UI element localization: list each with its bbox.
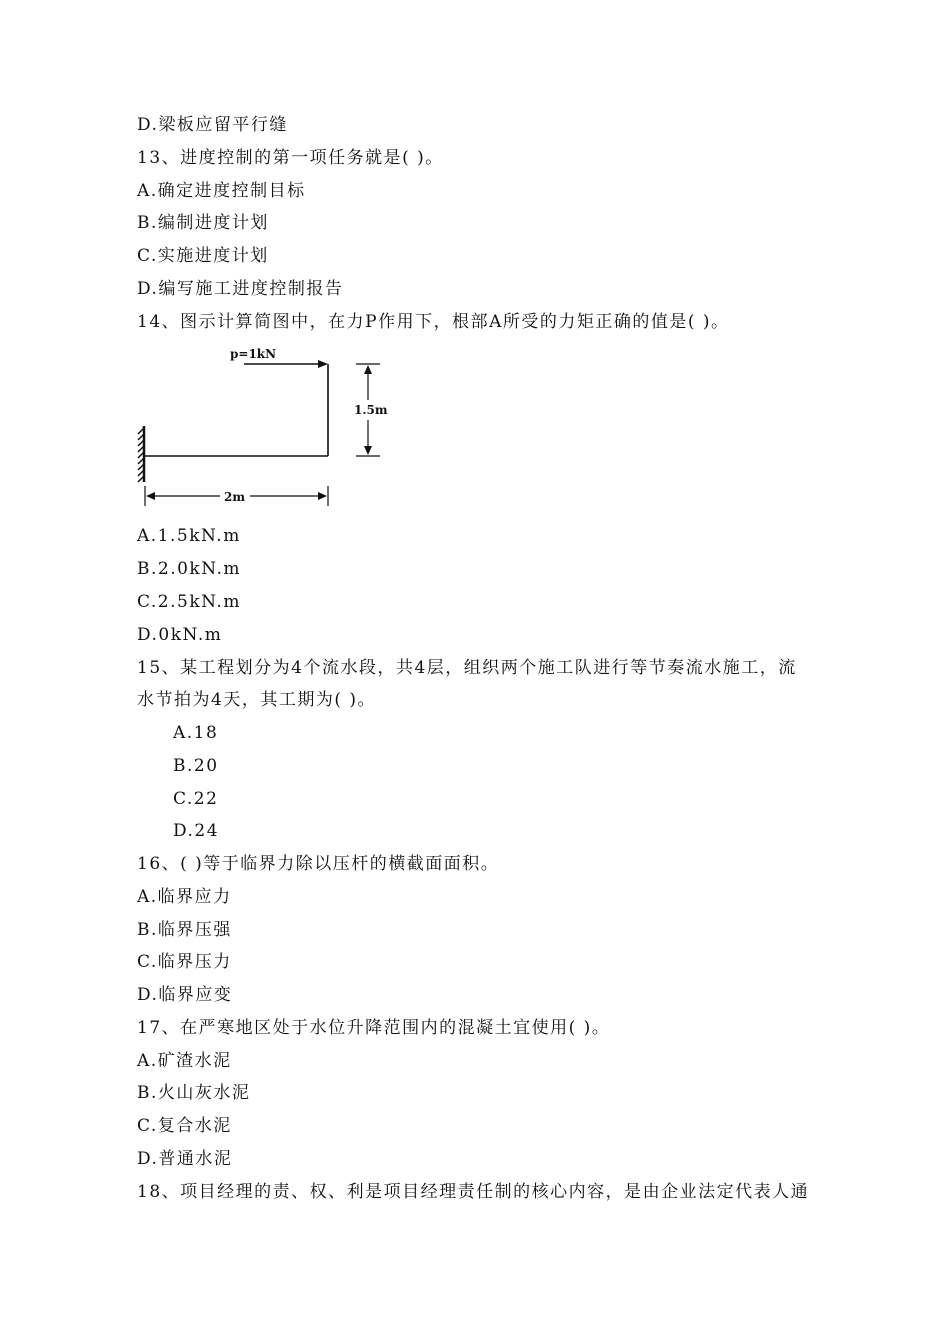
question-15-line1: 15、某工程划分为4个流水段，共4层，组织两个施工队进行等节奏流水施工，流	[137, 658, 797, 678]
option-17c: C.复合水泥	[137, 1116, 232, 1136]
option-15d: D.24	[173, 821, 220, 841]
option-16c: C.临界压力	[137, 952, 232, 972]
question-18: 18、项目经理的责、权、利是项目经理责任制的核心内容，是由企业法定代表人通	[137, 1182, 810, 1202]
question-13: 13、进度控制的第一项任务就是( )。	[137, 148, 444, 168]
option-15a: A.18	[173, 723, 219, 743]
option-13a: A.确定进度控制目标	[137, 181, 306, 201]
force-arrow	[244, 360, 328, 368]
option-14b: B.2.0kN.m	[137, 559, 242, 579]
option-14d: D.0kN.m	[137, 625, 223, 645]
question-16: 16、( )等于临界力除以压杆的横截面面积。	[137, 854, 500, 874]
option-17d: D.普通水泥	[137, 1149, 233, 1169]
option-14c: C.2.5kN.m	[137, 592, 241, 612]
width-label: 2m	[224, 490, 246, 504]
option-17b: B.火山灰水泥	[137, 1083, 251, 1103]
question-15-line2: 水节拍为4天，其工期为( )。	[137, 690, 376, 710]
option-12d: D.梁板应留平行缝	[137, 115, 288, 135]
option-13d: D.编写施工进度控制报告	[137, 279, 344, 299]
cantilever-diagram	[124, 344, 388, 516]
option-13c: C.实施进度计划	[137, 246, 269, 266]
option-17a: A.矿渣水泥	[137, 1051, 232, 1071]
option-16a: A.临界应力	[137, 887, 232, 907]
height-label: 1.5m	[354, 403, 388, 417]
question-17: 17、在严寒地区处于水位升降范围内的混凝土宜使用( )。	[137, 1018, 611, 1038]
force-label: p=1kN	[230, 347, 277, 361]
fixed-support	[138, 426, 144, 482]
option-15b: B.20	[173, 756, 219, 776]
question-14: 14、图示计算简图中，在力P作用下，根部A所受的力矩正确的值是( )。	[137, 312, 730, 332]
option-16b: B.临界压强	[137, 920, 232, 940]
option-16d: D.临界应变	[137, 985, 233, 1005]
option-14a: A.1.5kN.m	[137, 526, 241, 546]
option-15c: C.22	[173, 789, 219, 809]
option-13b: B.编制进度计划	[137, 213, 269, 233]
